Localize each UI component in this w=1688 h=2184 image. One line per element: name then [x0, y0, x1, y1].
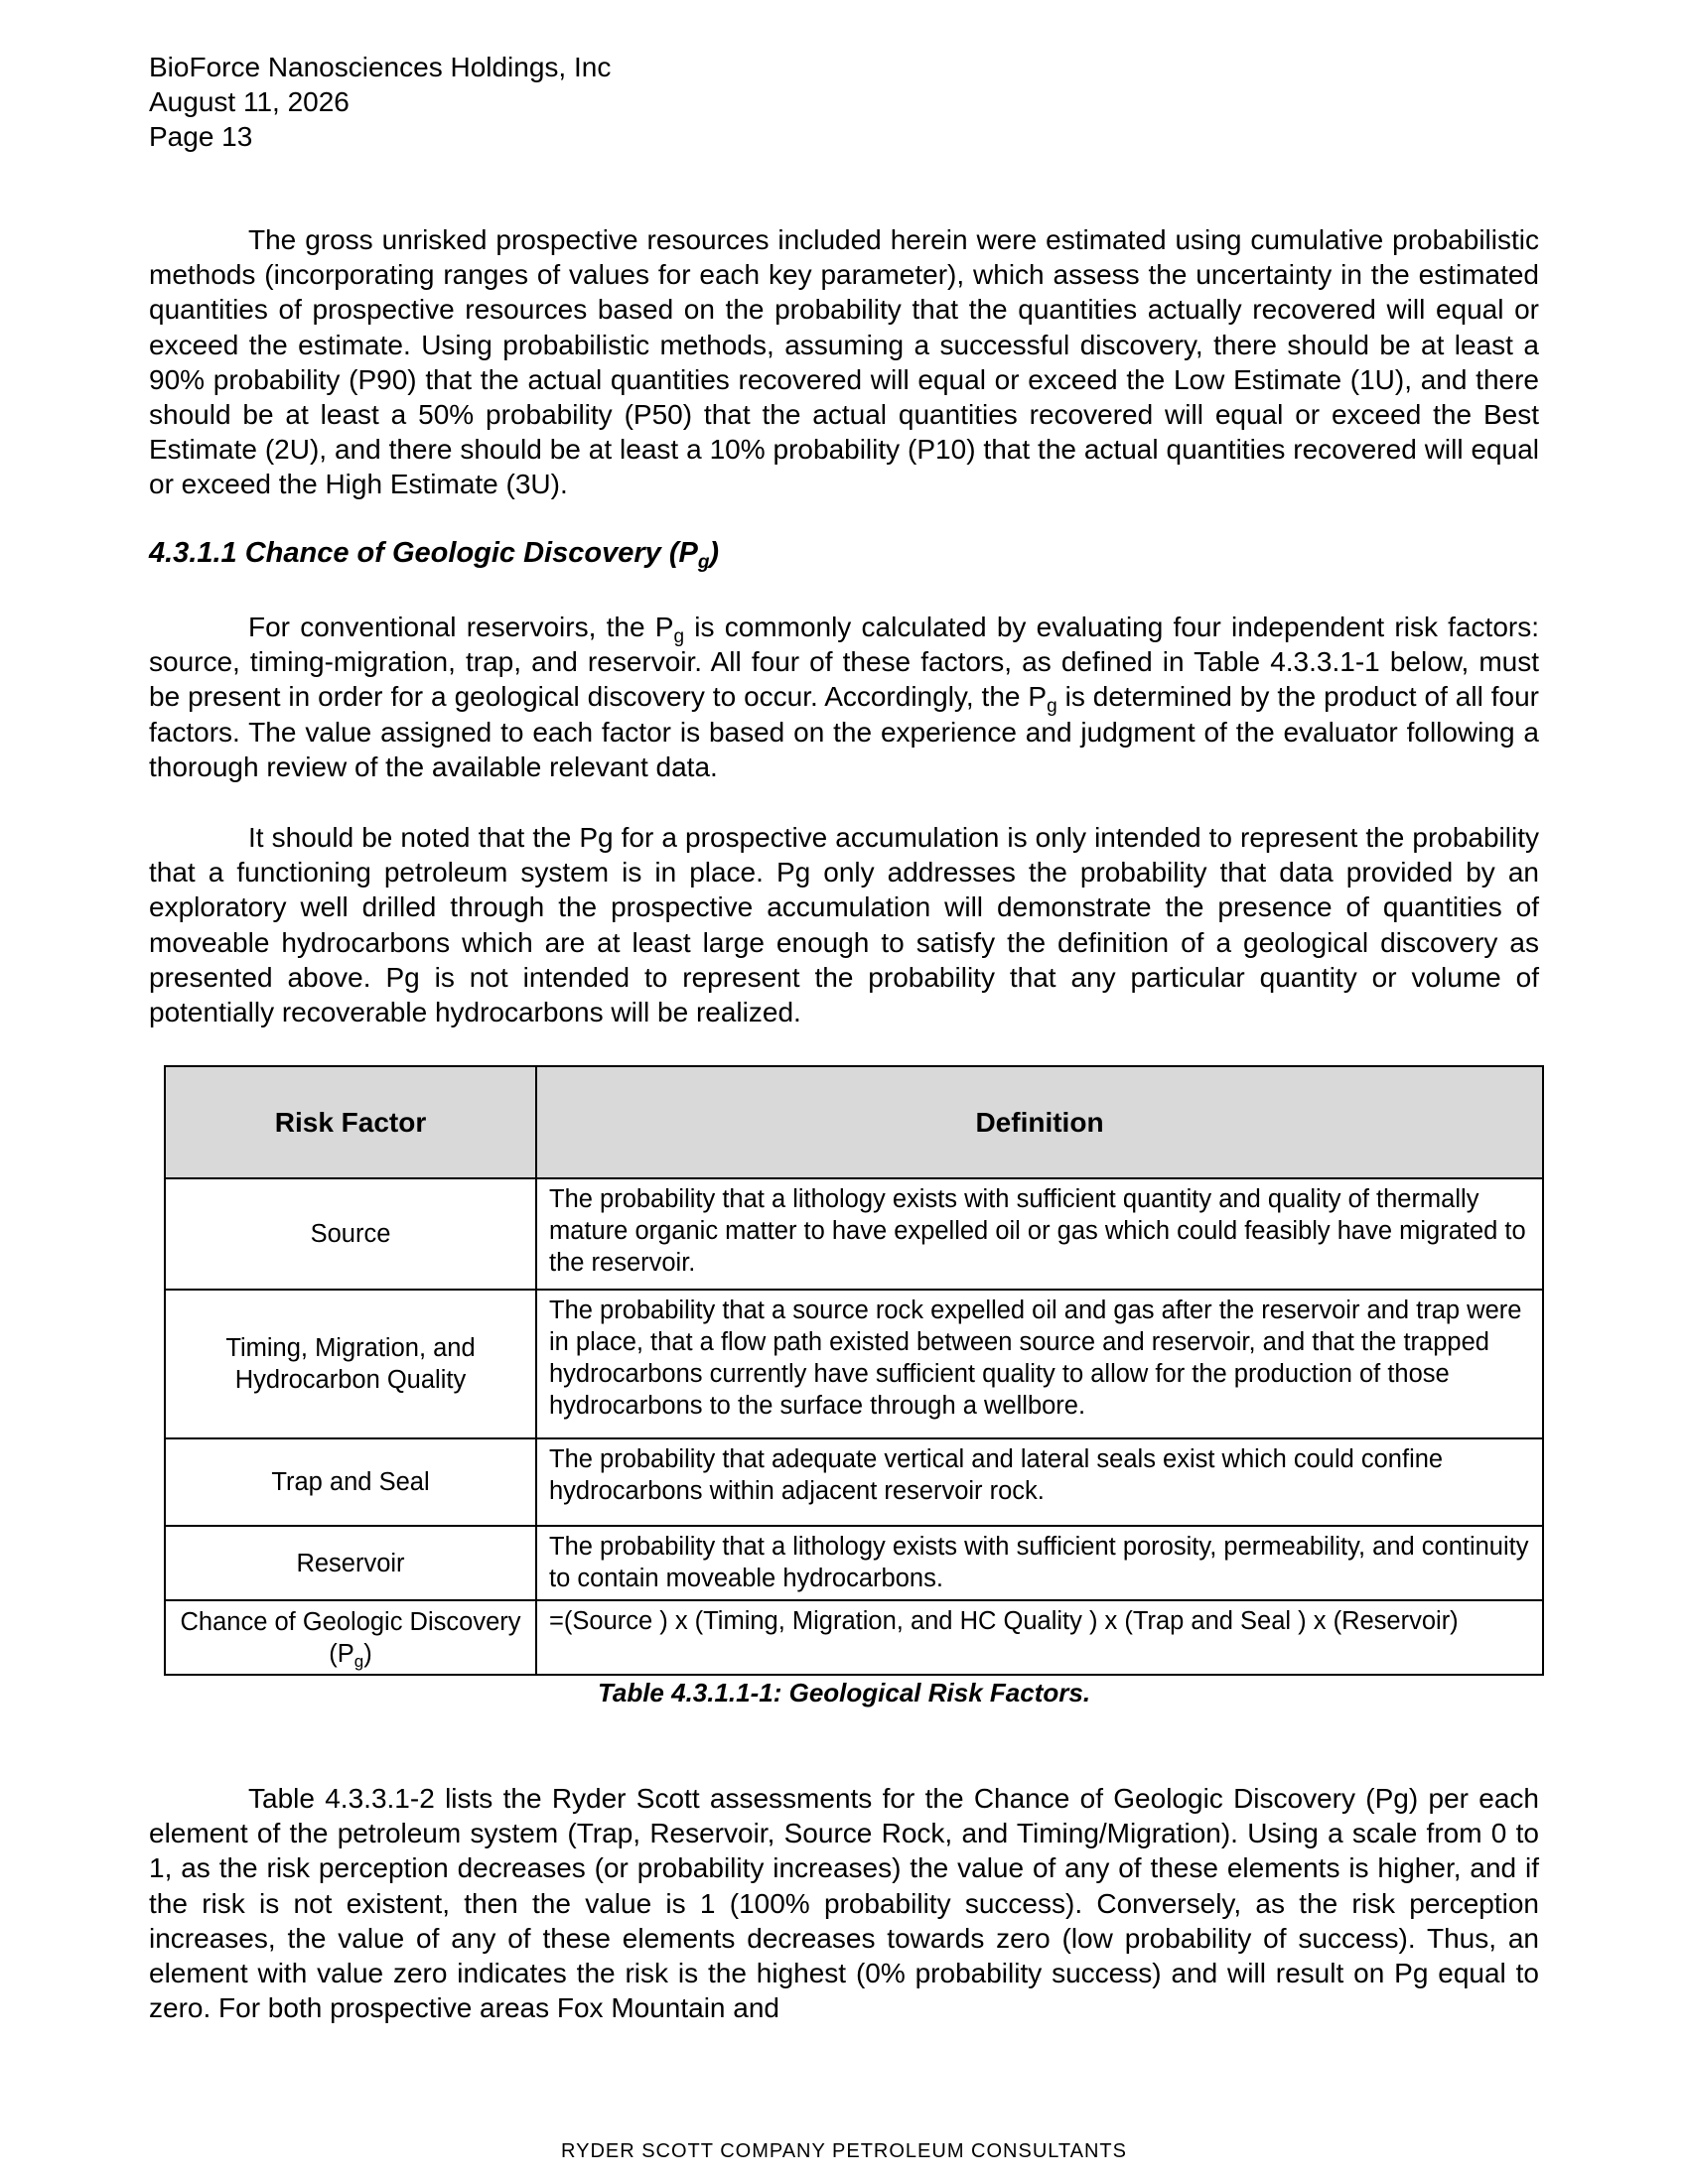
table-row — [165, 1526, 1543, 1600]
heading-subscript: g — [697, 552, 710, 573]
table-header-row — [165, 1066, 1543, 1178]
text-run: Chance of Geologic Discovery (P — [180, 1607, 521, 1668]
paragraph-probabilistic-methods — [149, 222, 1539, 502]
subscript: g — [1047, 696, 1057, 718]
company-name: BioForce Nanosciences Holdings, Inc — [149, 52, 612, 82]
paragraph-text: The gross unrisked prospective resources included herein were estimated using cumulative probabilistic methods (incorporating ranges of values for each key parameter), which assess the uncertainty in the estimated quantities of prospective resources based on the probability that the quantities actually recovered will equal or exceed the estimate. Using probabilistic methods, assuming a successful discovery, there should be at least a 90% probability (P90) that the actual quantities recovered will equal or exceed the Low Estimate (1U), and there should be at least a 50% probability (P50) that the actual quantities recovered will equal or exceed the Best Estimate (2U), and there should be at least a 10% probability (P10) that the actual quantities recovered will equal or exceed the High Estimate (3U). — [149, 224, 1539, 500]
report-date: August 11, 2026 — [149, 86, 350, 117]
paragraph-text — [149, 610, 1539, 784]
heading-text: 4.3.1.1 Chance of Geologic Discovery (P — [149, 537, 698, 569]
paragraph-ryder-scott-assessments — [149, 1781, 1539, 2025]
page-number: Page 13 — [149, 121, 253, 152]
text-run: ) — [363, 1639, 372, 1668]
definition-cell: The probability that a source rock expelled oil and gas after the reservoir and trap were in place, that a flow path existed between source and reservoir, and that the trapped hydrocarbons currently have sufficient quality to allow for the production of those hydrocarbons to the surface through a wellbore. — [536, 1290, 1543, 1438]
page-footer: RYDER SCOTT COMPANY PETROLEUM CONSULTANTS — [561, 2140, 1127, 2162]
risk-factor-cell: Trap and Seal — [165, 1438, 536, 1526]
subscript: g — [673, 626, 685, 647]
risk-factor-cell: Timing, Migration, and Hydrocarbon Quality — [165, 1290, 536, 1438]
risk-factor-cell: Source — [165, 1178, 536, 1290]
paragraph-text: Table 4.3.3.1-2 lists the Ryder Scott assessments for the Chance of Geologic Discovery (Pg) per each element of the petroleum system (Trap, Reservoir, Source Rock, and Timing/Migration). Using a scale from 0 to 1, as the risk perception decreases (or probability increases) the value of any of these elements is higher, and if the risk is not existent, then the value is 1 (100% probability success). Conversely, as the risk perception increases, the value of any of these elements decreases towards zero (low probability of success). Thus, an element with value zero indicates the risk is the highest (0% probability success) and will result on Pg equal to zero. For both prospective areas Fox Mountain and — [149, 1783, 1539, 2024]
paragraph-conventional-reservoirs — [149, 610, 1539, 784]
text-run: is determined by the product of all four factors. The value assigned to each factor is based on the experience and judgment of the evaluator following a thorough review of the available relevant data. — [149, 681, 1539, 782]
table-row — [165, 1178, 1543, 1290]
text-run: For conventional reservoirs, the P — [248, 612, 674, 642]
subscript: g — [353, 1651, 364, 1671]
risk-factor-cell — [165, 1600, 536, 1675]
table-row — [165, 1600, 1543, 1675]
definition-cell: The probability that a lithology exists with sufficient porosity, permeability, and continuity to contain moveable hydrocarbons. — [536, 1526, 1543, 1600]
definition-cell: The probability that a lithology exists with sufficient quantity and quality of thermally mature organic matter to have expelled oil or gas which could feasibly have migrated to the reservoir. — [536, 1178, 1543, 1290]
column-header-risk-factor: Risk Factor — [165, 1066, 536, 1178]
paragraph-pg-note — [149, 820, 1539, 1029]
table-caption: Table 4.3.1.1-1: Geological Risk Factors. — [597, 1678, 1091, 1707]
paragraph-text: It should be noted that the Pg for a prospective accumulation is only intended to represent the probability that a functioning petroleum system is in place. Pg only addresses the probability that data provided by an exploratory well drilled through the prospective accumulation will demonstrate the presence of quantities of moveable hydrocarbons which are at least large enough to satisfy the definition of a geological discovery as presented above. Pg is not intended to represent the probability that any particular quantity or volume of potentially recoverable hydrocarbons will be realized. — [149, 822, 1539, 1028]
table-row — [165, 1290, 1543, 1438]
heading-close: ) — [709, 537, 720, 569]
risk-factor-cell: Reservoir — [165, 1526, 536, 1600]
table-row — [165, 1438, 1543, 1526]
section-heading — [149, 537, 720, 573]
definition-cell: The probability that adequate vertical and lateral seals exist which could confine hydrocarbons within adjacent reservoir rock. — [536, 1438, 1543, 1526]
page-header — [149, 50, 611, 154]
text-run: is commonly calculated by evaluating four independent risk factors: source, timing-migration, trap, and reservoir. All four of these factors, as defined in Table 4.3.3.1-1 below, must be present in order for a geological discovery to occur. Accordingly, the P — [149, 612, 1539, 713]
risk-factor-table — [164, 1065, 1544, 1676]
definition-cell: =(Source ) x (Timing, Migration, and HC Quality ) x (Trap and Seal ) x (Reservoir) — [536, 1600, 1543, 1675]
column-header-definition: Definition — [536, 1066, 1543, 1178]
